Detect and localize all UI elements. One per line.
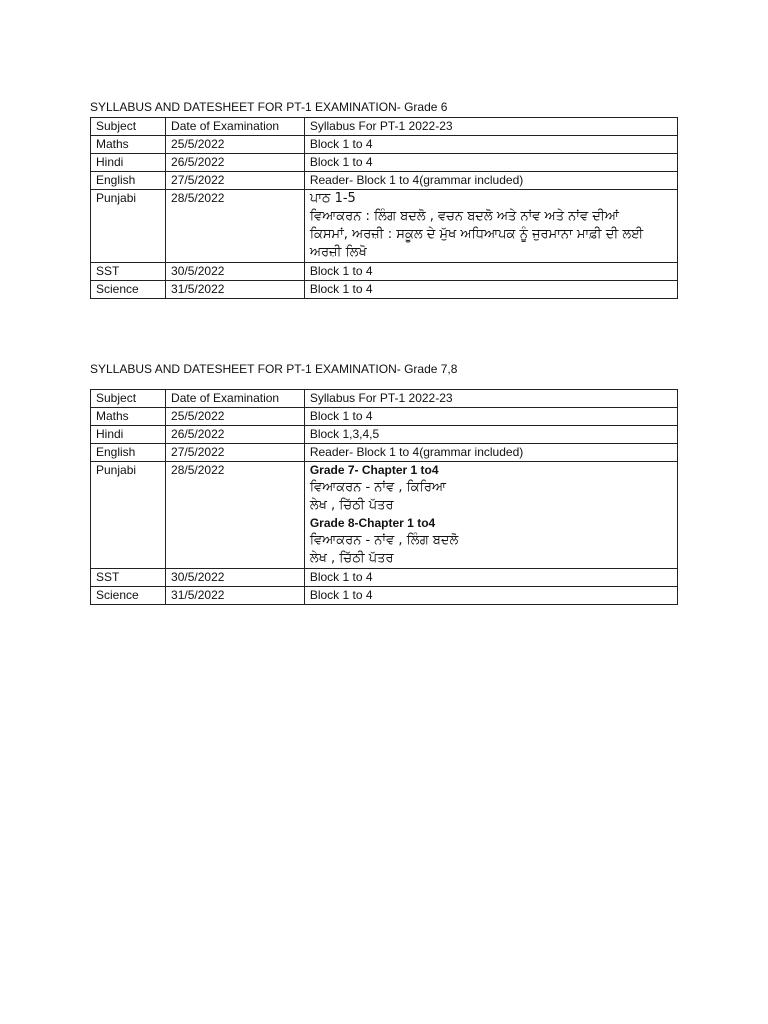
grade78-table xyxy=(90,389,678,605)
grade6-heading: SYLLABUS AND DATESHEET FOR PT-1 EXAMINATION- Grade 6 xyxy=(90,100,448,114)
syllabus-cell: Block 1 to 4 xyxy=(304,281,677,299)
date-cell: 30/5/2022 xyxy=(166,569,305,587)
table-row xyxy=(91,190,678,263)
table-row xyxy=(91,444,678,462)
subject-cell: SST xyxy=(91,263,166,281)
punjabi-syllabus-line: ਕਿਸਮਾਂ, ਅਰਜ਼ੀ : ਸਕੂਲ ਦੇ ਮੁੱਖ ਅਧਿਆਪਕ ਨੂੰ ਜੁਰਮਾਨਾ ਮਾਫ਼ੀ ਦੀ ਲਈ xyxy=(309,227,644,242)
syllabus-cell: Reader- Block 1 to 4(grammar included) xyxy=(304,444,677,462)
date-cell: 27/5/2022 xyxy=(166,444,305,462)
table-row xyxy=(91,263,678,281)
table-row xyxy=(91,281,678,299)
subject-cell: English xyxy=(91,172,166,190)
date-cell: 31/5/2022 xyxy=(166,281,305,299)
syllabus-cell: Block 1 to 4 xyxy=(304,569,677,587)
header-date: Date of Examination xyxy=(166,390,305,408)
date-cell: 27/5/2022 xyxy=(166,172,305,190)
punjabi-syllabus-line: ਪਾਠ 1-5 xyxy=(309,191,356,206)
header-subject: Subject xyxy=(91,390,166,408)
punjabi-syllabus-line: ਵਿਆਕਰਨ : ਲਿੰਗ ਬਦਲੋ , ਵਚਨ ਬਦਲੋ ਅਤੇ ਨਾਂਵ ਅਤੇ ਨਾਂਵ ਦੀਆਂ xyxy=(309,209,619,224)
grade7-chapters: - Chapter 1 to4 xyxy=(354,463,439,477)
table-row xyxy=(91,136,678,154)
date-cell: 25/5/2022 xyxy=(166,408,305,426)
subject-cell: Science xyxy=(91,281,166,299)
subject-cell: Maths xyxy=(91,136,166,154)
grade7-label: Grade 7 xyxy=(309,463,355,477)
syllabus-cell: Reader- Block 1 to 4(grammar included) xyxy=(304,172,677,190)
grade6-section xyxy=(90,99,678,299)
header-syllabus: Syllabus For PT-1 2022-23 xyxy=(304,390,677,408)
grade8-chapters: -Chapter 1 to4 xyxy=(354,516,436,530)
header-syllabus: Syllabus For PT-1 2022-23 xyxy=(304,118,677,136)
header-subject: Subject xyxy=(91,118,166,136)
grade8-punjabi-line: ਵਿਆਕਰਨ - ਨਾਂਵ , ਲਿੰਗ ਬਦਲੋ xyxy=(309,533,459,548)
date-cell: 26/5/2022 xyxy=(166,426,305,444)
table-row xyxy=(91,426,678,444)
syllabus-cell xyxy=(304,462,677,569)
grade78-heading: SYLLABUS AND DATESHEET FOR PT-1 EXAMINATION- Grade 7,8 xyxy=(90,362,458,376)
subject-cell: Science xyxy=(91,587,166,605)
table-header-row xyxy=(91,390,678,408)
syllabus-cell: Block 1 to 4 xyxy=(304,154,677,172)
grade7-punjabi-line: ਵਿਆਕਰਨ - ਨਾਂਵ , ਕਿਰਿਆ xyxy=(309,480,447,495)
date-cell: 26/5/2022 xyxy=(166,154,305,172)
grade6-table xyxy=(90,117,678,299)
subject-cell: Punjabi xyxy=(91,190,166,263)
punjabi-syllabus-line: ਅਰਜ਼ੀ ਲਿਖੋ xyxy=(309,245,367,260)
grade8-line xyxy=(310,515,677,532)
grade7-line xyxy=(310,462,677,479)
grade8-label: Grade 8 xyxy=(309,516,355,530)
table-row xyxy=(91,569,678,587)
syllabus-cell: Block 1,3,4,5 xyxy=(304,426,677,444)
table-row xyxy=(91,154,678,172)
subject-cell: Maths xyxy=(91,408,166,426)
subject-cell: Hindi xyxy=(91,426,166,444)
header-date: Date of Examination xyxy=(166,118,305,136)
grade8-punjabi-line: ਲੇਖ , ਚਿੱਠੀ ਪੱਤਰ xyxy=(309,551,394,566)
syllabus-cell xyxy=(304,190,677,263)
subject-cell: English xyxy=(91,444,166,462)
grade7-punjabi-line: ਲੇਖ , ਚਿੱਠੀ ਪੱਤਰ xyxy=(309,498,394,513)
table-row xyxy=(91,408,678,426)
syllabus-cell: Block 1 to 4 xyxy=(304,408,677,426)
subject-cell: SST xyxy=(91,569,166,587)
date-cell: 28/5/2022 xyxy=(166,190,305,263)
table-header-row xyxy=(91,118,678,136)
grade78-section xyxy=(90,361,678,605)
table-row xyxy=(91,587,678,605)
date-cell: 31/5/2022 xyxy=(166,587,305,605)
syllabus-cell: Block 1 to 4 xyxy=(304,587,677,605)
date-cell: 28/5/2022 xyxy=(166,462,305,569)
syllabus-cell: Block 1 to 4 xyxy=(304,136,677,154)
syllabus-cell: Block 1 to 4 xyxy=(304,263,677,281)
date-cell: 25/5/2022 xyxy=(166,136,305,154)
table-row xyxy=(91,172,678,190)
subject-cell: Punjabi xyxy=(91,462,166,569)
date-cell: 30/5/2022 xyxy=(166,263,305,281)
subject-cell: Hindi xyxy=(91,154,166,172)
table-row xyxy=(91,462,678,569)
